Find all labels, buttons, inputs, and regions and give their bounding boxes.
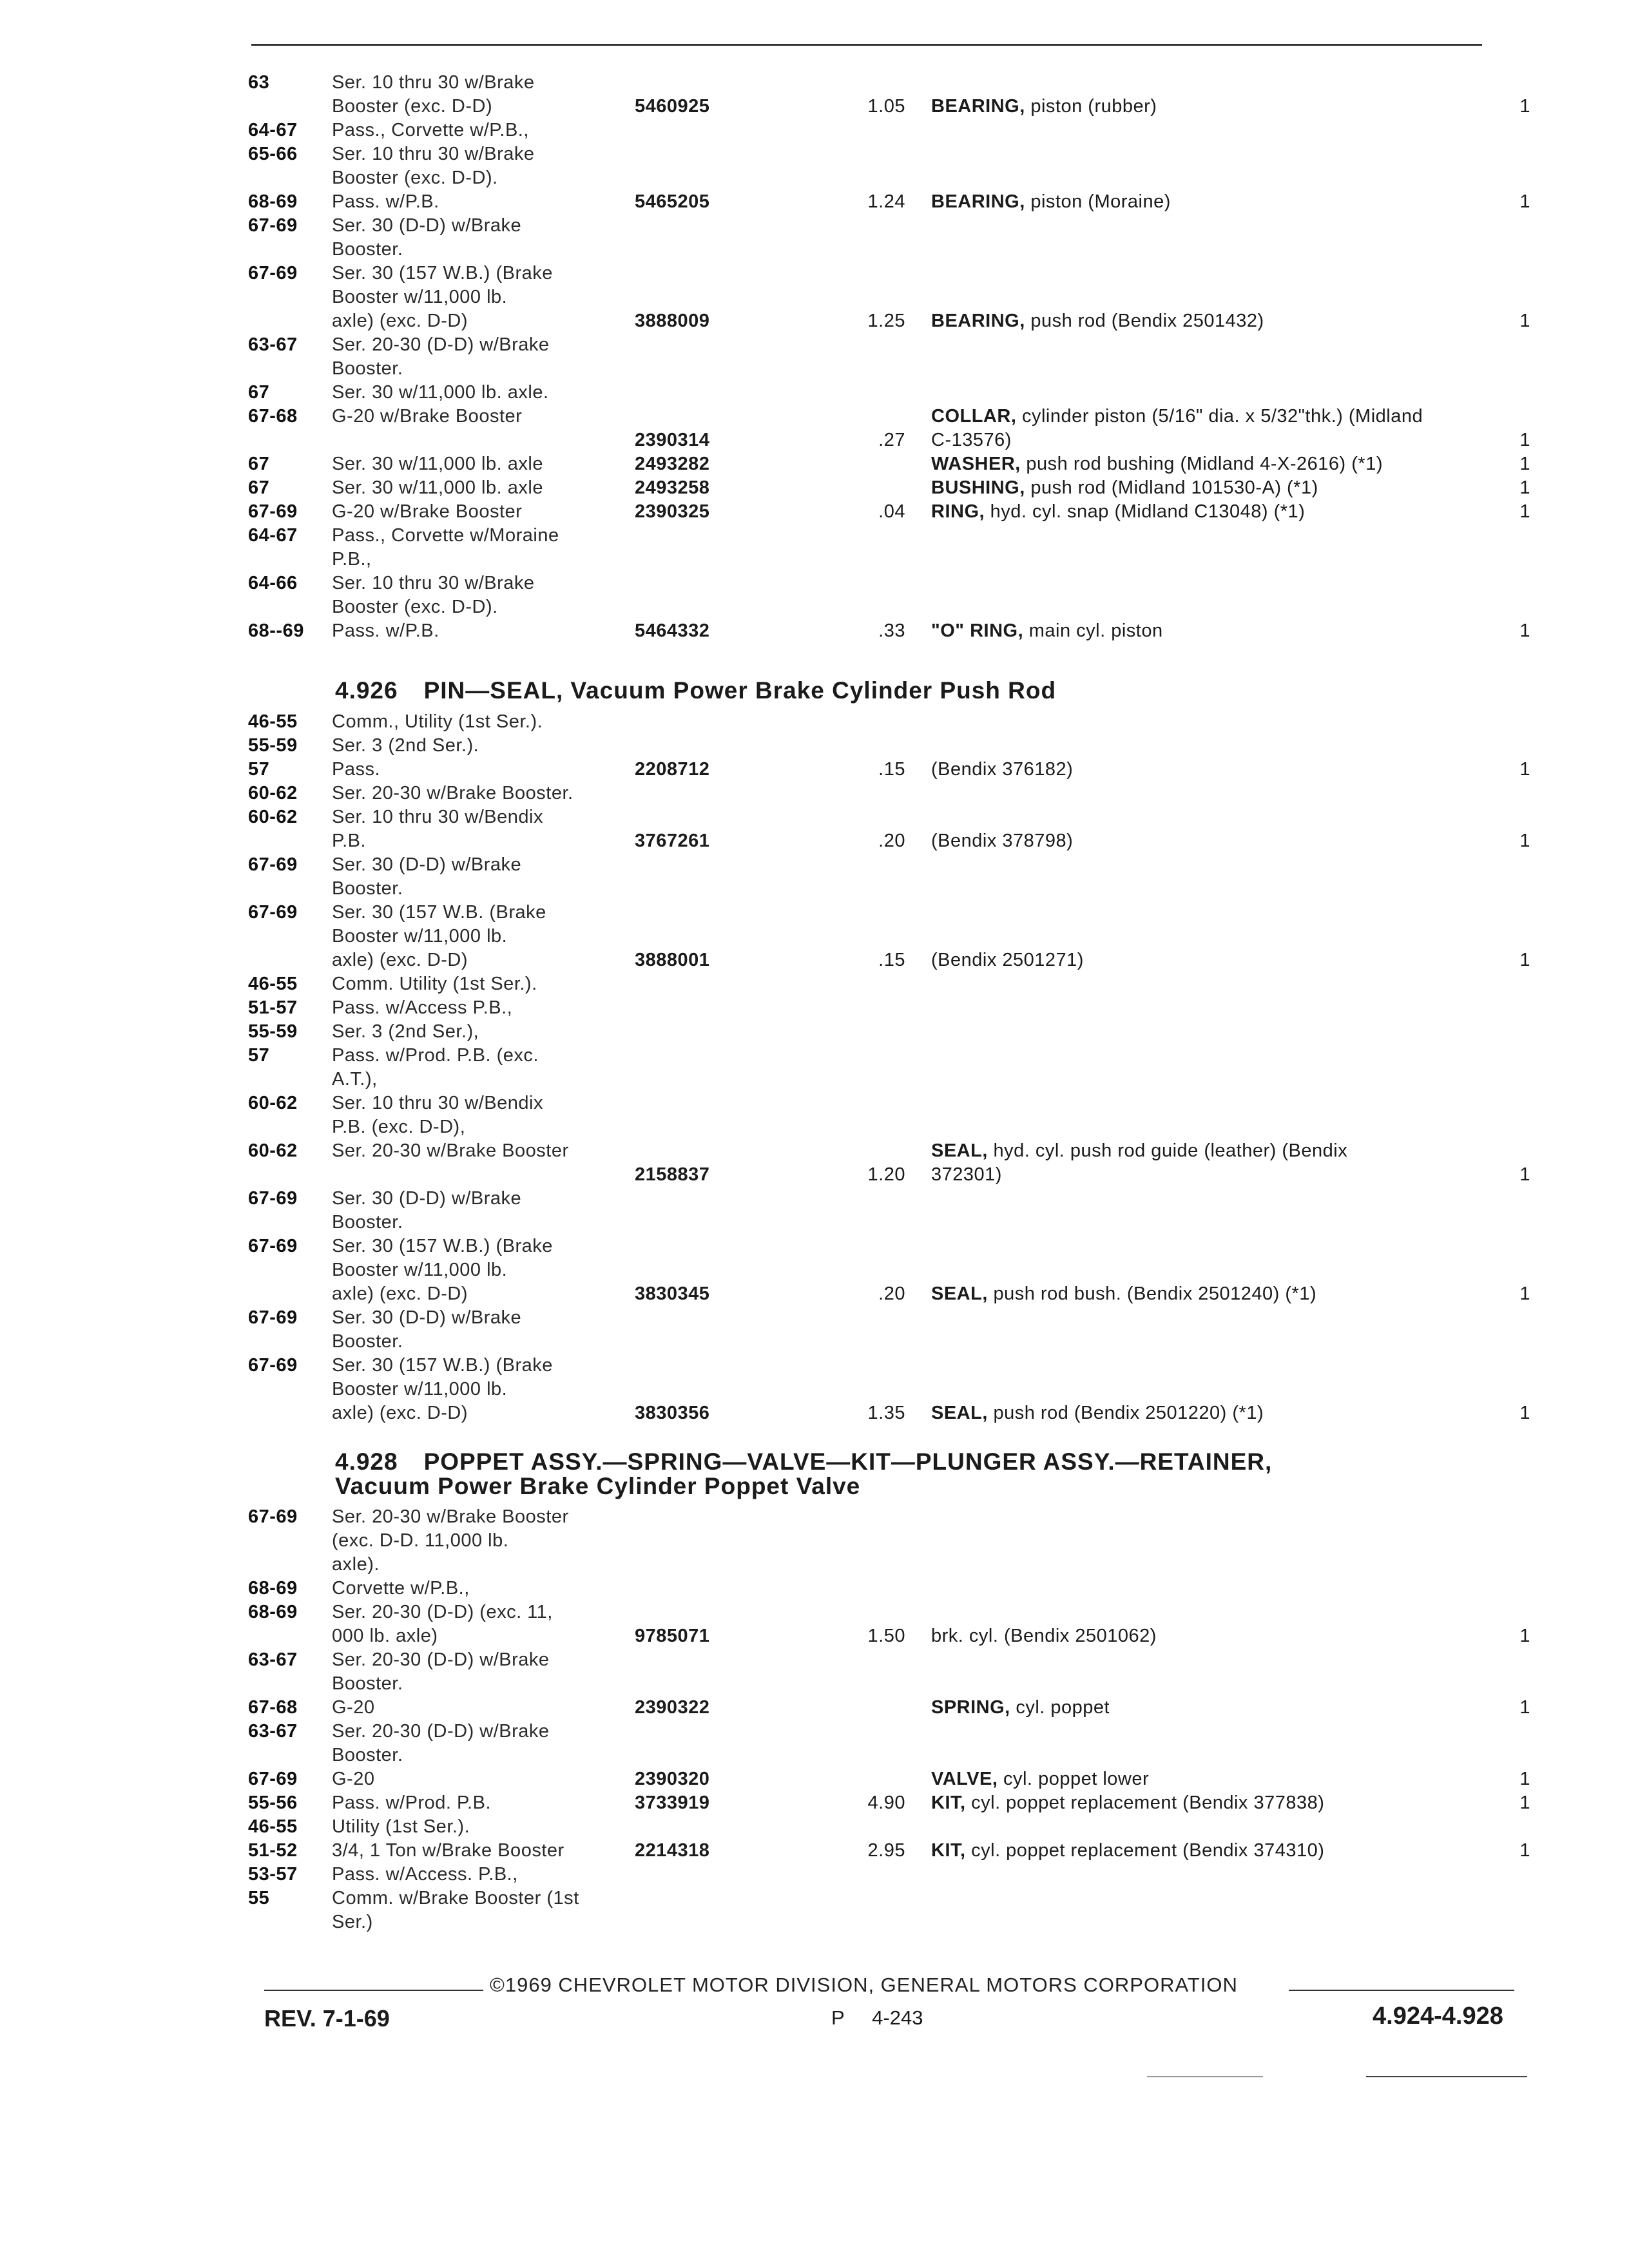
group-heading-4-926 — [335, 678, 1530, 704]
model-years: 67-69 — [248, 1506, 298, 1527]
model-years: 67-69 — [248, 1188, 298, 1209]
model-years: 63-67 — [248, 334, 298, 355]
catalog-row — [248, 190, 1530, 214]
catalog-row — [248, 1720, 1530, 1767]
footer-rule-right — [1289, 1990, 1514, 1991]
catalog-row — [248, 333, 1530, 381]
quantity: 1 — [1519, 1792, 1530, 1813]
top-rule — [251, 44, 1482, 46]
price: .04 — [878, 501, 905, 522]
model-years: 60-62 — [248, 807, 298, 827]
application: Ser. 30 (D-D) w/Brake Booster. — [332, 854, 522, 899]
catalog-row — [248, 1577, 1530, 1600]
application: Ser. 30 (D-D) w/Brake Booster. — [332, 1307, 522, 1352]
model-years: 68-69 — [248, 191, 298, 212]
quantity: 1 — [1519, 1769, 1530, 1789]
part-name: BEARING, — [931, 311, 1025, 331]
catalog-row — [248, 1863, 1530, 1887]
part-number: 5460925 — [635, 96, 710, 117]
section-4-926 — [248, 671, 1530, 1425]
group-heading-4-928 — [335, 1450, 1530, 1499]
catalog-row — [248, 572, 1530, 619]
catalog-row — [248, 758, 1530, 782]
part-name: RING, — [931, 501, 985, 522]
model-years: 67-69 — [248, 902, 298, 923]
description — [931, 476, 1530, 500]
description — [931, 95, 1530, 119]
quantity: 1 — [1519, 1626, 1530, 1646]
part-name: COLLAR, — [931, 406, 1017, 427]
part-number: 5464332 — [635, 620, 710, 641]
part-number: 3830345 — [635, 1283, 710, 1304]
part-detail: (Bendix 2501271) — [931, 950, 1084, 970]
part-name: KIT, — [931, 1792, 966, 1813]
model-years: 46-55 — [248, 1816, 298, 1837]
model-years: 64-67 — [248, 120, 298, 140]
quantity: 1 — [1519, 759, 1530, 780]
price: .15 — [878, 759, 905, 780]
part-detail: push rod bush. (Bendix 2501240) (*1) — [993, 1283, 1317, 1304]
model-years: 57 — [248, 1045, 270, 1066]
application: Pass. w/P.B. — [332, 191, 439, 212]
price: 1.50 — [867, 1626, 905, 1646]
copyright-notice: ©1969 CHEVROLET MOTOR DIVISION, GENERAL MOTORS CORPORATION — [490, 1974, 1238, 1996]
catalog-row — [248, 71, 1530, 119]
price: 4.90 — [867, 1792, 905, 1813]
part-detail: push rod (Bendix 2501432) — [1030, 311, 1264, 331]
application: Ser. 10 thru 30 w/Bendix P.B. — [332, 807, 543, 851]
catalog-row — [248, 1235, 1530, 1306]
application: Ser. 20-30 w/Brake Booster (exc. D-D. 11,000 lb. axle). — [332, 1506, 569, 1575]
description — [931, 1624, 1530, 1648]
description — [931, 309, 1530, 333]
part-detail: piston (rubber) — [1030, 96, 1157, 117]
catalog-row — [248, 452, 1530, 476]
part-detail: (Bendix 378798) — [931, 831, 1074, 851]
part-number: 2390320 — [635, 1769, 710, 1789]
scan-mark — [1147, 2076, 1263, 2077]
catalog-row — [248, 901, 1530, 972]
model-years: 60-62 — [248, 1140, 298, 1161]
part-name: WASHER, — [931, 454, 1021, 474]
quantity: 1 — [1519, 1403, 1530, 1423]
price: 1.05 — [867, 96, 905, 117]
model-years: 67-69 — [248, 1355, 298, 1376]
application: Ser. 30 (D-D) w/Brake Booster. — [332, 215, 522, 260]
application: Ser. 10 thru 30 w/Brake Booster (exc. D-D) — [332, 72, 535, 117]
part-detail: piston (Moraine) — [1030, 191, 1171, 212]
part-detail: hyd. cyl. snap (Midland C13048) (*1) — [990, 501, 1306, 522]
model-years: 67 — [248, 382, 270, 403]
model-years: 67-69 — [248, 1307, 298, 1328]
application: Ser. 30 (157 W.B. (Brake Booster w/11,000 lb. axle) (exc. D-D) — [332, 902, 546, 970]
part-name: SEAL, — [931, 1403, 988, 1423]
part-number: 3888001 — [635, 950, 710, 970]
quantity: 1 — [1519, 950, 1530, 970]
application: Ser. 3 (2nd Ser.), — [332, 1021, 479, 1042]
group-title: PIN—SEAL, Vacuum Power Brake Cylinder Push Rod — [423, 677, 1057, 704]
description — [931, 500, 1530, 524]
application: Ser. 30 (157 W.B.) (Brake Booster w/11,000 lb. axle) (exc. D-D) — [332, 1355, 553, 1423]
section-4-924 — [248, 71, 1530, 643]
part-name: BEARING, — [931, 191, 1025, 212]
model-years: 68-69 — [248, 1578, 298, 1599]
model-years: 55-59 — [248, 1021, 298, 1042]
description — [931, 619, 1530, 643]
application: Pass. w/P.B. — [332, 620, 439, 641]
catalog-row — [248, 1815, 1530, 1839]
part-detail: main cyl. piston — [1028, 620, 1163, 641]
part-number: 2493258 — [635, 477, 710, 498]
part-number: 2390325 — [635, 501, 710, 522]
group-title: POPPET ASSY.—SPRING—VALVE—KIT—PLUNGER ASSY.—RETAINER, — [423, 1448, 1273, 1475]
group-number: 4.926 — [335, 677, 398, 704]
application: Ser. 20-30 (D-D) w/Brake Booster. — [332, 1649, 550, 1694]
catalog-row — [248, 972, 1530, 996]
price: .27 — [878, 430, 905, 450]
description — [931, 1839, 1530, 1863]
part-detail: cyl. poppet replacement (Bendix 377838) — [971, 1792, 1325, 1813]
catalog-row — [248, 476, 1530, 500]
catalog-row — [248, 1187, 1530, 1235]
application: Ser. 20-30 (D-D) (exc. 11, 000 lb. axle) — [332, 1602, 553, 1646]
quantity: 1 — [1519, 477, 1530, 498]
part-detail: cyl. poppet replacement (Bendix 374310) — [971, 1840, 1325, 1861]
application: Ser. 30 (D-D) w/Brake Booster. — [332, 1188, 522, 1233]
application: Pass. w/Prod. P.B. (exc. A.T.), — [332, 1045, 539, 1090]
catalog-row — [248, 1696, 1530, 1720]
model-years: 68-69 — [248, 1602, 298, 1622]
model-years: 60-62 — [248, 783, 298, 803]
part-number: 5465205 — [635, 191, 710, 212]
application: Pass., Corvette w/Moraine P.B., — [332, 525, 559, 570]
description — [931, 1696, 1530, 1720]
model-years: 67-69 — [248, 215, 298, 236]
model-years: 51-57 — [248, 997, 298, 1018]
description — [931, 190, 1530, 214]
price: 1.35 — [867, 1403, 905, 1423]
part-number: 3733919 — [635, 1792, 710, 1813]
model-years: 46-55 — [248, 711, 298, 732]
application: Ser. 20-30 (D-D) w/Brake Booster. — [332, 1721, 550, 1765]
catalog-row — [248, 1767, 1530, 1791]
catalog-row — [248, 710, 1530, 734]
application: Ser. 20-30 (D-D) w/Brake Booster. — [332, 334, 550, 379]
model-years: 55 — [248, 1888, 270, 1908]
application: Ser. 30 (157 W.B.) (Brake Booster w/11,000 lb. axle) (exc. D-D) — [332, 263, 553, 331]
model-years: 60-62 — [248, 1093, 298, 1113]
part-number: 3830356 — [635, 1403, 710, 1423]
part-detail: cyl. poppet — [1016, 1697, 1110, 1718]
application: Pass. — [332, 759, 381, 780]
application: Ser. 10 thru 30 w/Bendix P.B. (exc. D-D), — [332, 1093, 543, 1137]
catalog-row — [248, 1306, 1530, 1354]
part-name: BEARING, — [931, 96, 1025, 117]
description — [931, 1401, 1530, 1425]
model-years: 67 — [248, 477, 270, 498]
application: G-20 w/Brake Booster — [332, 406, 523, 427]
model-years: 68--69 — [248, 620, 304, 641]
model-years: 53-57 — [248, 1864, 298, 1885]
catalog-row — [248, 500, 1530, 524]
application: G-20 — [332, 1697, 375, 1718]
price: 1.20 — [867, 1164, 905, 1185]
description — [931, 1791, 1530, 1815]
catalog-row — [248, 1648, 1530, 1696]
model-years: 64-67 — [248, 525, 298, 546]
model-years: 63-67 — [248, 1649, 298, 1670]
price: 1.25 — [867, 311, 905, 331]
application: Pass. w/Prod. P.B. — [332, 1792, 492, 1813]
part-detail: push rod (Bendix 2501220) (*1) — [993, 1403, 1264, 1423]
part-number: 9785071 — [635, 1626, 710, 1646]
catalog-row — [248, 734, 1530, 758]
footer-rule-left — [264, 1990, 483, 1991]
quantity: 1 — [1519, 1283, 1530, 1304]
price: 1.24 — [867, 191, 905, 212]
description — [931, 829, 1530, 853]
catalog-row — [248, 1020, 1530, 1044]
quantity: 1 — [1519, 311, 1530, 331]
model-years: 67 — [248, 454, 270, 474]
application: Comm. w/Brake Booster (1st Ser.) — [332, 1888, 579, 1932]
price: .20 — [878, 1283, 905, 1304]
description — [931, 1767, 1530, 1791]
model-years: 64-66 — [248, 573, 298, 593]
catalog-row — [248, 1354, 1530, 1425]
group-title-line2: Vacuum Power Brake Cylinder Poppet Valve — [335, 1473, 861, 1499]
part-detail: cyl. poppet lower — [1003, 1769, 1150, 1789]
application: Ser. 20-30 w/Brake Booster — [332, 1140, 569, 1161]
part-number: 3888009 — [635, 311, 710, 331]
catalog-row — [248, 853, 1530, 901]
application: Corvette w/P.B., — [332, 1578, 470, 1599]
catalog-row — [248, 214, 1530, 262]
part-number: 2390322 — [635, 1697, 710, 1718]
description — [931, 452, 1530, 476]
application: Pass., Corvette w/P.B., — [332, 120, 529, 140]
catalog-row — [248, 1791, 1530, 1815]
part-detail: brk. cyl. (Bendix 2501062) — [931, 1626, 1157, 1646]
description — [931, 1139, 1530, 1187]
application: Pass. w/Access. P.B., — [332, 1864, 518, 1885]
catalog-row — [248, 142, 1530, 190]
application: Ser. 30 w/11,000 lb. axle — [332, 477, 543, 498]
catalog-row — [248, 1887, 1530, 1934]
model-years: 51-52 — [248, 1840, 298, 1861]
quantity: 1 — [1519, 454, 1530, 474]
part-number: 3767261 — [635, 831, 710, 851]
price: 2.95 — [867, 1840, 905, 1861]
model-years: 63-67 — [248, 1721, 298, 1742]
quantity: 1 — [1519, 1697, 1530, 1718]
part-number: 2390314 — [635, 430, 710, 450]
application: 3/4, 1 Ton w/Brake Booster — [332, 1840, 564, 1861]
part-number: 2208712 — [635, 759, 710, 780]
application: G-20 — [332, 1769, 375, 1789]
catalog-row — [248, 1839, 1530, 1863]
catalog-row — [248, 405, 1530, 452]
quantity: 1 — [1519, 96, 1530, 117]
application: Comm., Utility (1st Ser.). — [332, 711, 543, 732]
revision-date: REV. 7-1-69 — [264, 2005, 390, 2032]
application: Ser. 20-30 w/Brake Booster. — [332, 783, 574, 803]
catalog-row — [248, 524, 1530, 572]
model-years: 67-68 — [248, 1697, 298, 1718]
description — [931, 405, 1530, 452]
model-years: 57 — [248, 759, 270, 780]
catalog-row — [248, 381, 1530, 405]
part-detail: push rod bushing (Midland 4-X-2616) (*1) — [1026, 454, 1383, 474]
application: Utility (1st Ser.). — [332, 1816, 470, 1837]
application: Pass. w/Access P.B., — [332, 997, 513, 1018]
model-years: 67-68 — [248, 406, 298, 427]
model-years: 67-69 — [248, 854, 298, 875]
section-range: 4.924-4.928 — [1373, 2003, 1503, 2030]
application: Ser. 10 thru 30 w/Brake Booster (exc. D-D). — [332, 144, 535, 188]
catalog-row — [248, 805, 1530, 853]
part-detail: push rod (Midland 101530-A) (*1) — [1030, 477, 1318, 498]
catalog-row — [248, 619, 1530, 643]
price: .33 — [878, 620, 905, 641]
catalog-row — [248, 1091, 1530, 1139]
description — [931, 758, 1530, 782]
quantity: 1 — [1519, 191, 1530, 212]
description — [931, 948, 1530, 972]
page-number: P 4-243 — [831, 2006, 923, 2029]
model-years: 55-56 — [248, 1792, 298, 1813]
part-number: 2493282 — [635, 454, 710, 474]
model-years: 55-59 — [248, 735, 298, 756]
application: G-20 w/Brake Booster — [332, 501, 523, 522]
part-number: 2158837 — [635, 1164, 710, 1185]
catalog-row — [248, 119, 1530, 142]
catalog-row — [248, 1139, 1530, 1187]
model-years: 67-69 — [248, 501, 298, 522]
scan-mark — [1366, 2076, 1527, 2077]
part-name: VALVE, — [931, 1769, 998, 1789]
application: Comm. Utility (1st Ser.). — [332, 974, 537, 994]
model-years: 46-55 — [248, 974, 298, 994]
application: Ser. 30 w/11,000 lb. axle — [332, 454, 543, 474]
model-years: 67-69 — [248, 1236, 298, 1256]
part-detail: cylinder piston (5/16" dia. x 5/32"thk.) (Midland C-13576) — [931, 406, 1423, 450]
quantity: 1 — [1519, 1840, 1530, 1861]
catalog-row — [248, 996, 1530, 1020]
section-4-928 — [248, 1443, 1530, 1934]
catalog-row — [248, 262, 1530, 333]
part-detail: hyd. cyl. push rod guide (leather) (Bendix 372301) — [931, 1140, 1348, 1185]
quantity: 1 — [1519, 831, 1530, 851]
quantity: 1 — [1519, 430, 1530, 450]
quantity: 1 — [1519, 501, 1530, 522]
application: Ser. 10 thru 30 w/Brake Booster (exc. D-D). — [332, 573, 535, 617]
model-years: 63 — [248, 72, 270, 93]
model-years: 65-66 — [248, 144, 298, 164]
quantity: 1 — [1519, 1164, 1530, 1185]
catalog-row — [248, 1505, 1530, 1577]
catalog-row — [248, 1600, 1530, 1648]
part-detail: (Bendix 376182) — [931, 759, 1074, 780]
application: Ser. 30 (157 W.B.) (Brake Booster w/11,000 lb. axle) (exc. D-D) — [332, 1236, 553, 1304]
group-number: 4.928 — [335, 1448, 398, 1475]
part-name: SEAL, — [931, 1283, 988, 1304]
application: Ser. 30 w/11,000 lb. axle. — [332, 382, 549, 403]
quantity: 1 — [1519, 620, 1530, 641]
model-years: 67-69 — [248, 1769, 298, 1789]
part-name: KIT, — [931, 1840, 966, 1861]
model-years: 67-69 — [248, 263, 298, 284]
part-number: 2214318 — [635, 1840, 710, 1861]
catalog-row — [248, 1044, 1530, 1091]
price: .20 — [878, 831, 905, 851]
part-name: SEAL, — [931, 1140, 988, 1161]
part-name: "O" RING, — [931, 620, 1024, 641]
description — [931, 1282, 1530, 1306]
catalog-row — [248, 782, 1530, 805]
price: .15 — [878, 950, 905, 970]
application: Ser. 3 (2nd Ser.). — [332, 735, 479, 756]
part-name: SPRING, — [931, 1697, 1010, 1718]
part-name: BUSHING, — [931, 477, 1025, 498]
